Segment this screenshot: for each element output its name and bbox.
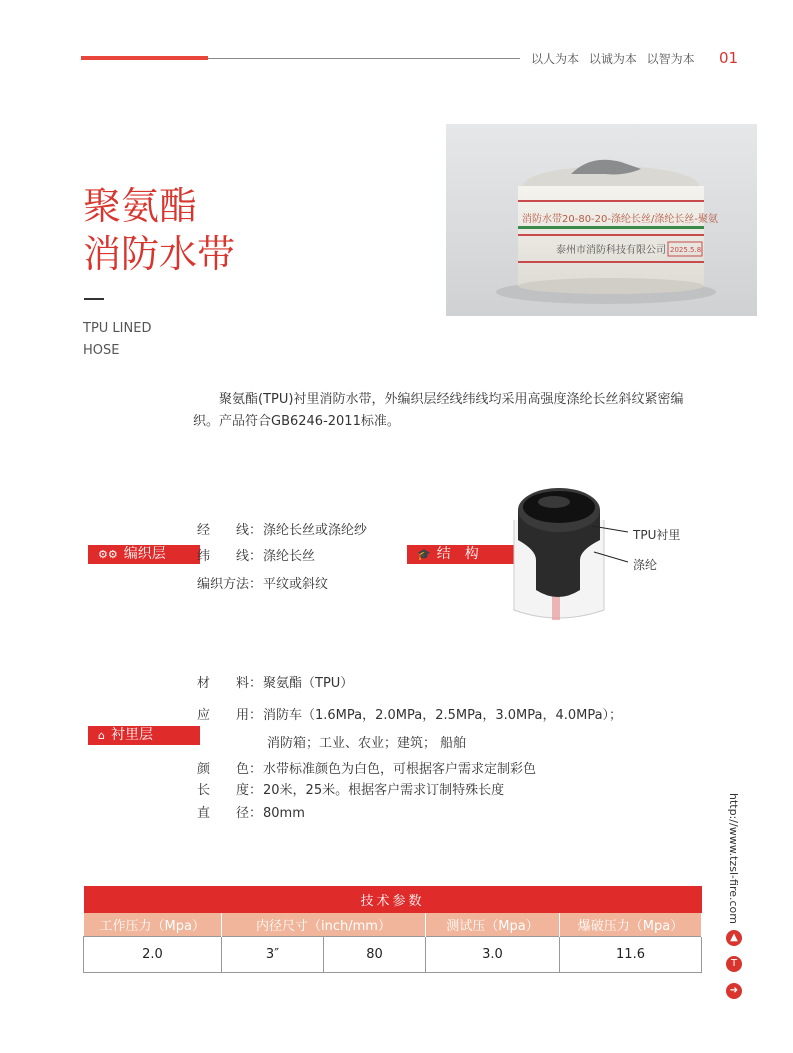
lining-material-value: 聚氨酯（TPU） [263, 676, 354, 691]
weave-method-label: 编织方法： [197, 577, 263, 592]
cell-diameter-inch: 3″ [222, 937, 324, 973]
product-subtitle: TPU LINED HOSE [83, 321, 152, 358]
lining-material [197, 672, 353, 691]
lining-color-label: 颜 色： [197, 762, 263, 777]
lining-application-value-1: 消防车（1.6MPa，2.0MPa，2.5MPa，3.0MPa，4.0MPa）； [263, 708, 623, 723]
weave-weft-value: 涤纶长丝 [263, 549, 316, 564]
cell-test-pressure: 3.0 [426, 937, 560, 973]
callout-tpu-lining: TPU衬里 [633, 528, 681, 542]
gear-icon: ⚙⚙ [98, 548, 118, 561]
photo-print-line2: 泰州市消防科技有限公司 [556, 245, 666, 256]
website-url[interactable] [722, 793, 742, 924]
lining-material-label: 材 料： [197, 676, 263, 691]
cell-working-pressure: 2.0 [84, 937, 222, 973]
weave-layer-tag [88, 545, 200, 564]
col-test-pressure: 测试压（Mpa） [426, 913, 560, 937]
cell-diameter-mm: 80 [324, 937, 426, 973]
lining-color-value: 水带标准颜色为白色，可根据客户需求定制彩色 [263, 762, 537, 777]
cell-burst-pressure: 11.6 [560, 937, 702, 973]
cap-icon: 🎓 [417, 548, 431, 561]
product-intro: 聚氨酯(TPU)衬里消防水带，外编织层经线纬线均采用高强度涤纶长丝斜纹紧密编织。产品符合GB6246-2011标准。 [193, 392, 684, 429]
photo-stamp: 2025.5.8 [670, 246, 702, 254]
tech-params-table [83, 886, 702, 973]
col-burst-pressure: 爆破压力（Mpa） [560, 913, 702, 937]
lining-color [197, 758, 536, 777]
weave-weft [197, 545, 315, 564]
lining-layer-tag-label: 衬里层 [110, 727, 153, 743]
hose-structure-diagram [508, 480, 708, 630]
lining-application [197, 704, 622, 723]
weave-layer-tag-label: 编织层 [123, 546, 166, 562]
title-divider [84, 298, 104, 300]
top-icon[interactable]: T [726, 956, 742, 972]
lining-diameter [197, 802, 305, 821]
lining-diameter-label: 直 径： [197, 806, 263, 821]
lining-layer-tag [88, 726, 200, 745]
lining-application-label: 应 用： [197, 708, 263, 723]
weave-weft-label: 纬 线： [197, 549, 263, 564]
table-title: 技术参数 [360, 894, 425, 909]
header-accent-bar [81, 56, 208, 60]
product-photo [446, 124, 757, 316]
website-url-text[interactable]: http://www.tzsl-fire.com [727, 793, 740, 924]
header-motto: 以人为本 以诚为本 以智为本 [531, 52, 695, 66]
weave-method [197, 573, 328, 592]
up-arrow-icon[interactable]: ▲ [726, 930, 742, 946]
lining-application-value-2: 消防箱；工业、农业；建筑； 船舶 [267, 736, 467, 751]
home-icon: ⌂ [98, 729, 105, 742]
page-number: 01 [719, 49, 739, 67]
lining-length-value: 20米，25米。根据客户需求订制特殊长度 [263, 783, 505, 798]
lining-length [197, 779, 504, 798]
structure-tag [407, 545, 515, 564]
callout-polyester: 涤纶 [633, 558, 658, 572]
table-row [84, 937, 702, 973]
weave-warp-value: 涤纶长丝或涤纶纱 [263, 523, 368, 538]
structure-tag-label: 结 构 [436, 546, 479, 562]
col-inner-diameter: 内径尺寸（inch/mm） [222, 913, 426, 937]
lining-diameter-value: 80mm [263, 806, 305, 821]
weave-warp-label: 经 线： [197, 523, 263, 538]
exit-icon[interactable]: ➜ [726, 983, 742, 999]
weave-warp [197, 519, 367, 538]
product-title: 聚氨酯 消防水带 [83, 184, 236, 276]
weave-method-value: 平纹或斜纹 [263, 577, 329, 592]
col-working-pressure: 工作压力（Mpa） [84, 913, 222, 937]
photo-print-line1: 消防水带20-80-20-涤纶长丝/涤纶长丝-聚氨 [522, 214, 718, 225]
lining-length-label: 长 度： [197, 783, 263, 798]
header-rule [208, 58, 520, 59]
